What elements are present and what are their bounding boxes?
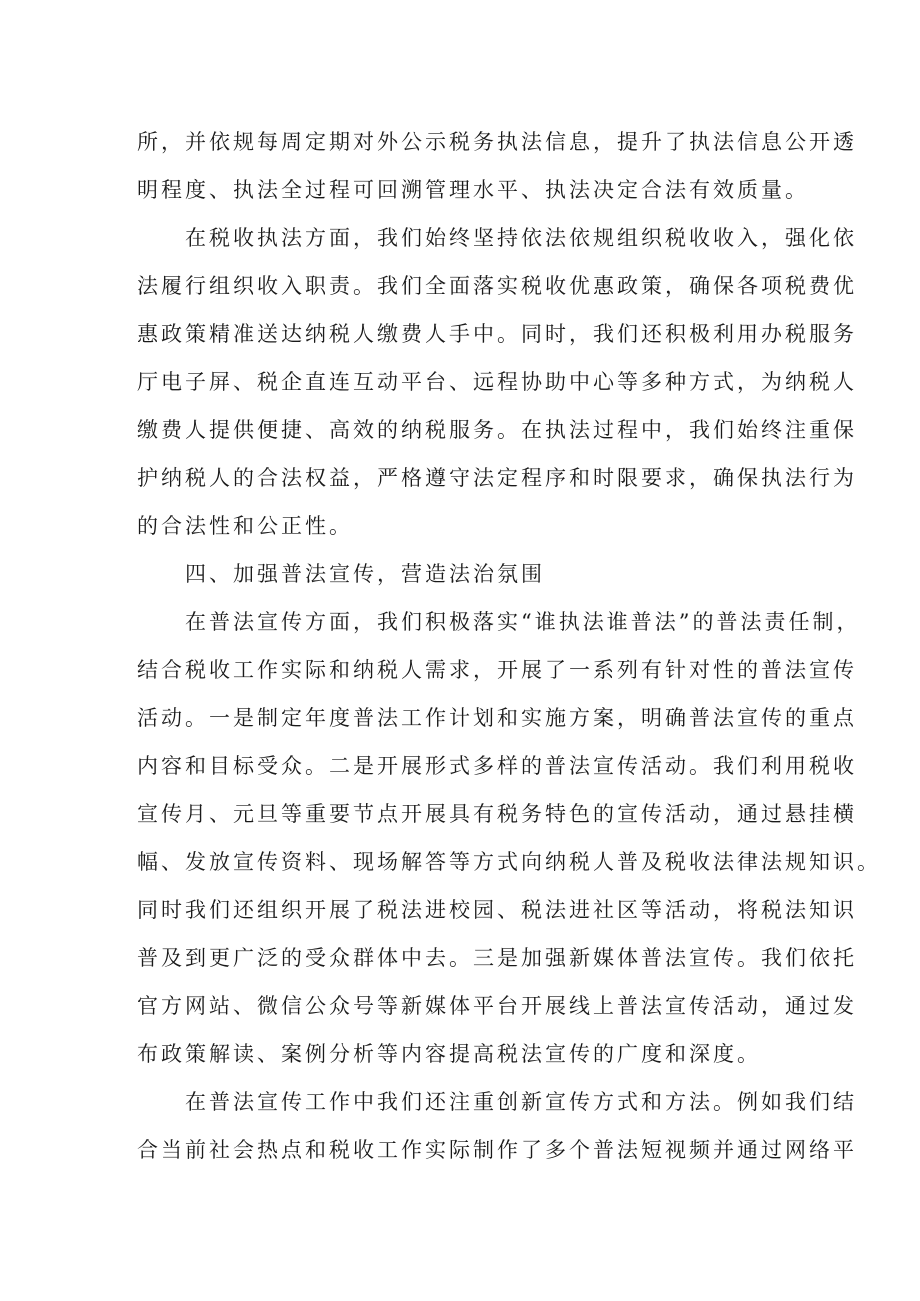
text-line: 布政策解读、案例分析等内容提高税法宣传的广度和深度。 — [137, 1042, 761, 1066]
text-line: 明程度、执法全过程可回溯管理水平、执法决定合法有效质量。 — [137, 178, 809, 202]
text-line: 护纳税人的合法权益，严格遵守法定程序和时限要求，确保执法行为 — [137, 466, 857, 490]
paragraph — [137, 214, 857, 550]
text-line: 在税收执法方面，我们始终坚持依法依规组织税收收入，强化依 — [185, 226, 857, 250]
text-line: 同时我们还组织开展了税法进校园、税法进社区等活动，将税法知识 — [137, 898, 857, 922]
text-line: 官方网站、微信公众号等新媒体平台开展线上普法宣传活动，通过发 — [137, 994, 857, 1018]
text-line: 活动。一是制定年度普法工作计划和实施方案，明确普法宣传的重点 — [137, 706, 857, 730]
document-body — [137, 118, 881, 1174]
text-line: 在普法宣传方面，我们积极落实“谁执法谁普法”的普法责任制， — [185, 610, 861, 634]
paragraph — [137, 598, 881, 1078]
text-line: 惠政策精准送达纳税人缴费人手中。同时，我们还积极利用办税服务 — [137, 322, 857, 346]
text-line: 合当前社会热点和税收工作实际制作了多个普法短视频并通过网络平 — [137, 1138, 857, 1162]
text-line: 的合法性和公正性。 — [137, 514, 353, 538]
text-line: 法履行组织收入职责。我们全面落实税收优惠政策，确保各项税费优 — [137, 274, 857, 298]
section-heading — [137, 550, 787, 598]
text-line: 内容和目标受众。二是开展形式多样的普法宣传活动。我们利用税收 — [137, 754, 857, 778]
text-line: 在普法宣传工作中我们还注重创新宣传方式和方法。例如我们结 — [185, 1090, 857, 1114]
text-line: 幅、发放宣传资料、现场解答等方式向纳税人普及税收法律法规知识。 — [137, 850, 881, 874]
text-line: 厅电子屏、税企直连互动平台、远程协助中心等多种方式，为纳税人 — [137, 370, 857, 394]
text-line: 宣传月、元旦等重要节点开展具有税务特色的宣传活动，通过悬挂横 — [137, 802, 857, 826]
text-line: 缴费人提供便捷、高效的纳税服务。在执法过程中，我们始终注重保 — [137, 418, 857, 442]
paragraph — [137, 118, 857, 214]
paragraph — [137, 1078, 857, 1174]
heading-text: 四、加强普法宣传，营造法治氛围 — [185, 562, 545, 586]
text-line: 普及到更广泛的受众群体中去。三是加强新媒体普法宣传。我们依托 — [137, 946, 857, 970]
text-line: 所，并依规每周定期对外公示税务执法信息，提升了执法信息公开透 — [137, 130, 857, 154]
text-line: 结合税收工作实际和纳税人需求，开展了一系列有针对性的普法宣传 — [137, 658, 857, 682]
